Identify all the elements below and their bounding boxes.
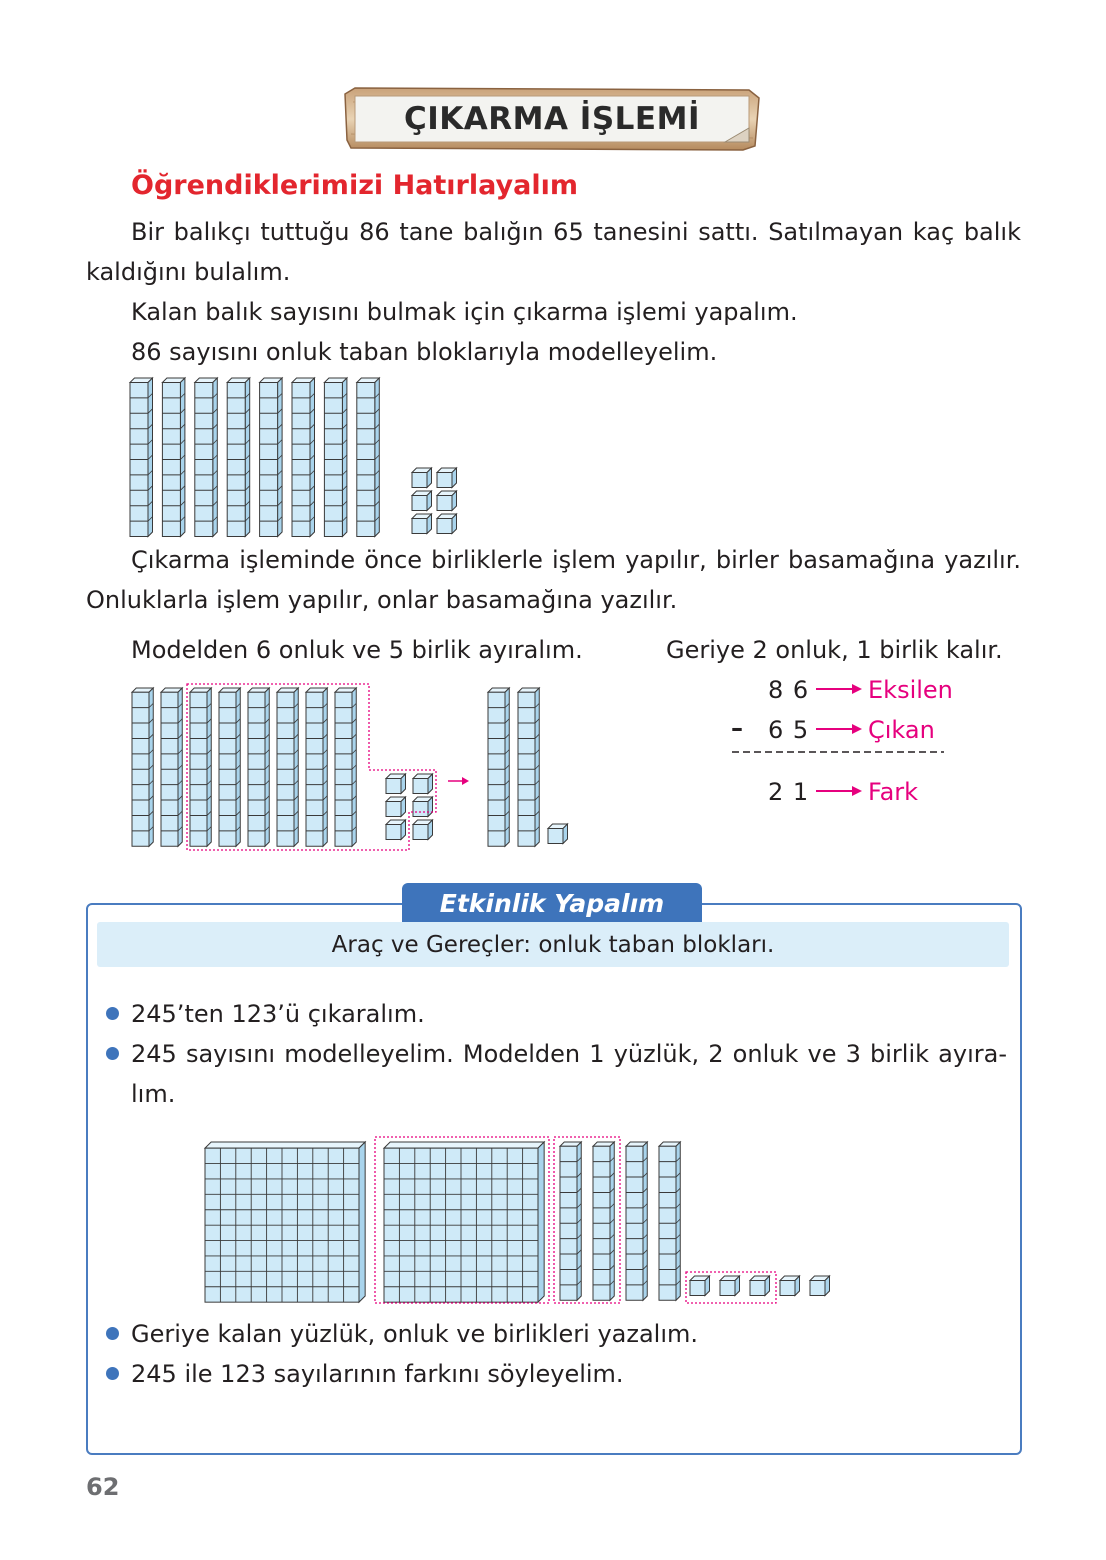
ten-rod (227, 378, 250, 537)
activity-bullet-2: 245 sayısını modelleyelim. Modelden 1 yüzlük, 2 onluk ve 3 birlik ayıra- (131, 1040, 1007, 1068)
ten-rod (357, 378, 380, 537)
intro-line-1: Bir balıkçı tuttuğu 86 tane balığın 65 tanesini sattı. Satılmayan kaç balık (131, 218, 1021, 246)
ten-rod (324, 378, 347, 537)
unit-cube (386, 797, 406, 817)
ten-rod (292, 378, 315, 537)
ten-rod (593, 1142, 614, 1300)
page-title: ÇIKARMA İŞLEMİ (404, 101, 700, 137)
bullet-icon (106, 1047, 119, 1060)
ten-rod (195, 378, 218, 537)
unit-cube (412, 514, 432, 534)
base-ten-model-86 (126, 374, 486, 536)
intro-line-3: Kalan balık sayısını bulmak için çıkarma işlemi yapalım. (131, 298, 798, 326)
unit-cube (413, 820, 433, 840)
unit-cube (750, 1276, 770, 1296)
section-title: Öğrendiklerimizi Hatırlayalım (131, 170, 578, 201)
page-number: 62 (86, 1473, 120, 1501)
bullet-icon (106, 1007, 119, 1020)
title-banner (345, 88, 759, 150)
ten-rod (659, 1142, 680, 1300)
ten-rod (488, 688, 509, 846)
rule-line-1: Çıkarma işleminde önce birliklerle işlem yapılır, birler basamağına yazılır. (131, 546, 1021, 574)
ten-rod (162, 378, 185, 537)
unit-cube (412, 468, 432, 488)
minus-sign: – (731, 714, 743, 742)
unit-cube (548, 824, 568, 844)
unit-cube (810, 1276, 830, 1296)
hundred-flat (384, 1142, 544, 1302)
ten-rod (132, 688, 153, 846)
rule-line-2: Onluklarla işlem yapılır, onlar basamağına yazılır. (86, 586, 678, 614)
unit-cube (413, 774, 433, 794)
ten-rod (260, 378, 283, 537)
activity-bullet-4: 245 ile 123 sayılarının farkını söyleyelim. (131, 1360, 624, 1388)
hundred-flat (205, 1142, 365, 1302)
tools-banner: Araç ve Gereçler: onluk taban blokları. (97, 922, 1009, 967)
ten-rod (306, 688, 327, 846)
unit-cube (413, 797, 433, 817)
arrow-icon (816, 684, 862, 796)
activity-tab-title: Etkinlik Yapalım (402, 883, 702, 923)
unit-cube (412, 491, 432, 511)
intro-line-4: 86 sayısını onluk taban bloklarıyla modelleyelim. (131, 338, 718, 366)
arrow-head-icon (462, 777, 469, 785)
unit-cube (690, 1276, 710, 1296)
base-ten-model-245 (200, 1136, 850, 1306)
ten-rod (626, 1142, 647, 1300)
unit-cube (386, 774, 406, 794)
ten-rod (190, 688, 211, 846)
unit-cube (437, 468, 457, 488)
ten-rod (277, 688, 298, 846)
unit-cube (720, 1276, 740, 1296)
intro-line-2: kaldığını bulalım. (86, 258, 291, 286)
ten-rod (130, 378, 153, 537)
minuend: 8 6 (768, 676, 810, 704)
subtrahend-label: Çıkan (868, 716, 935, 744)
unit-cube (780, 1276, 800, 1296)
unit-cube (386, 820, 406, 840)
ten-rod (560, 1142, 581, 1300)
bullet-icon (106, 1367, 119, 1380)
bullet-icon (106, 1327, 119, 1340)
ten-rod (518, 688, 539, 846)
difference-label: Fark (868, 778, 919, 806)
minuend-label: Eksilen (868, 676, 953, 704)
activity-bullet-1: 245’ten 123’ü çıkaralım. (131, 1000, 425, 1028)
model-right-caption: Geriye 2 onluk, 1 birlik kalır. (666, 636, 1003, 664)
model-left-caption: Modelden 6 onluk ve 5 birlik ayıralım. (131, 636, 583, 664)
base-ten-model-subtraction (126, 680, 596, 852)
unit-cube (437, 491, 457, 511)
ten-rod (335, 688, 356, 846)
activity-bullet-3: Geriye kalan yüzlük, onluk ve birlikleri yazalım. (131, 1320, 698, 1348)
ten-rod (219, 688, 240, 846)
ten-rod (248, 688, 269, 846)
difference: 2 1 (768, 778, 810, 806)
activity-bullet-2-cont: lım. (131, 1080, 176, 1108)
ten-rod (161, 688, 182, 846)
unit-cube (437, 514, 457, 534)
subtrahend: 6 5 (768, 716, 810, 744)
